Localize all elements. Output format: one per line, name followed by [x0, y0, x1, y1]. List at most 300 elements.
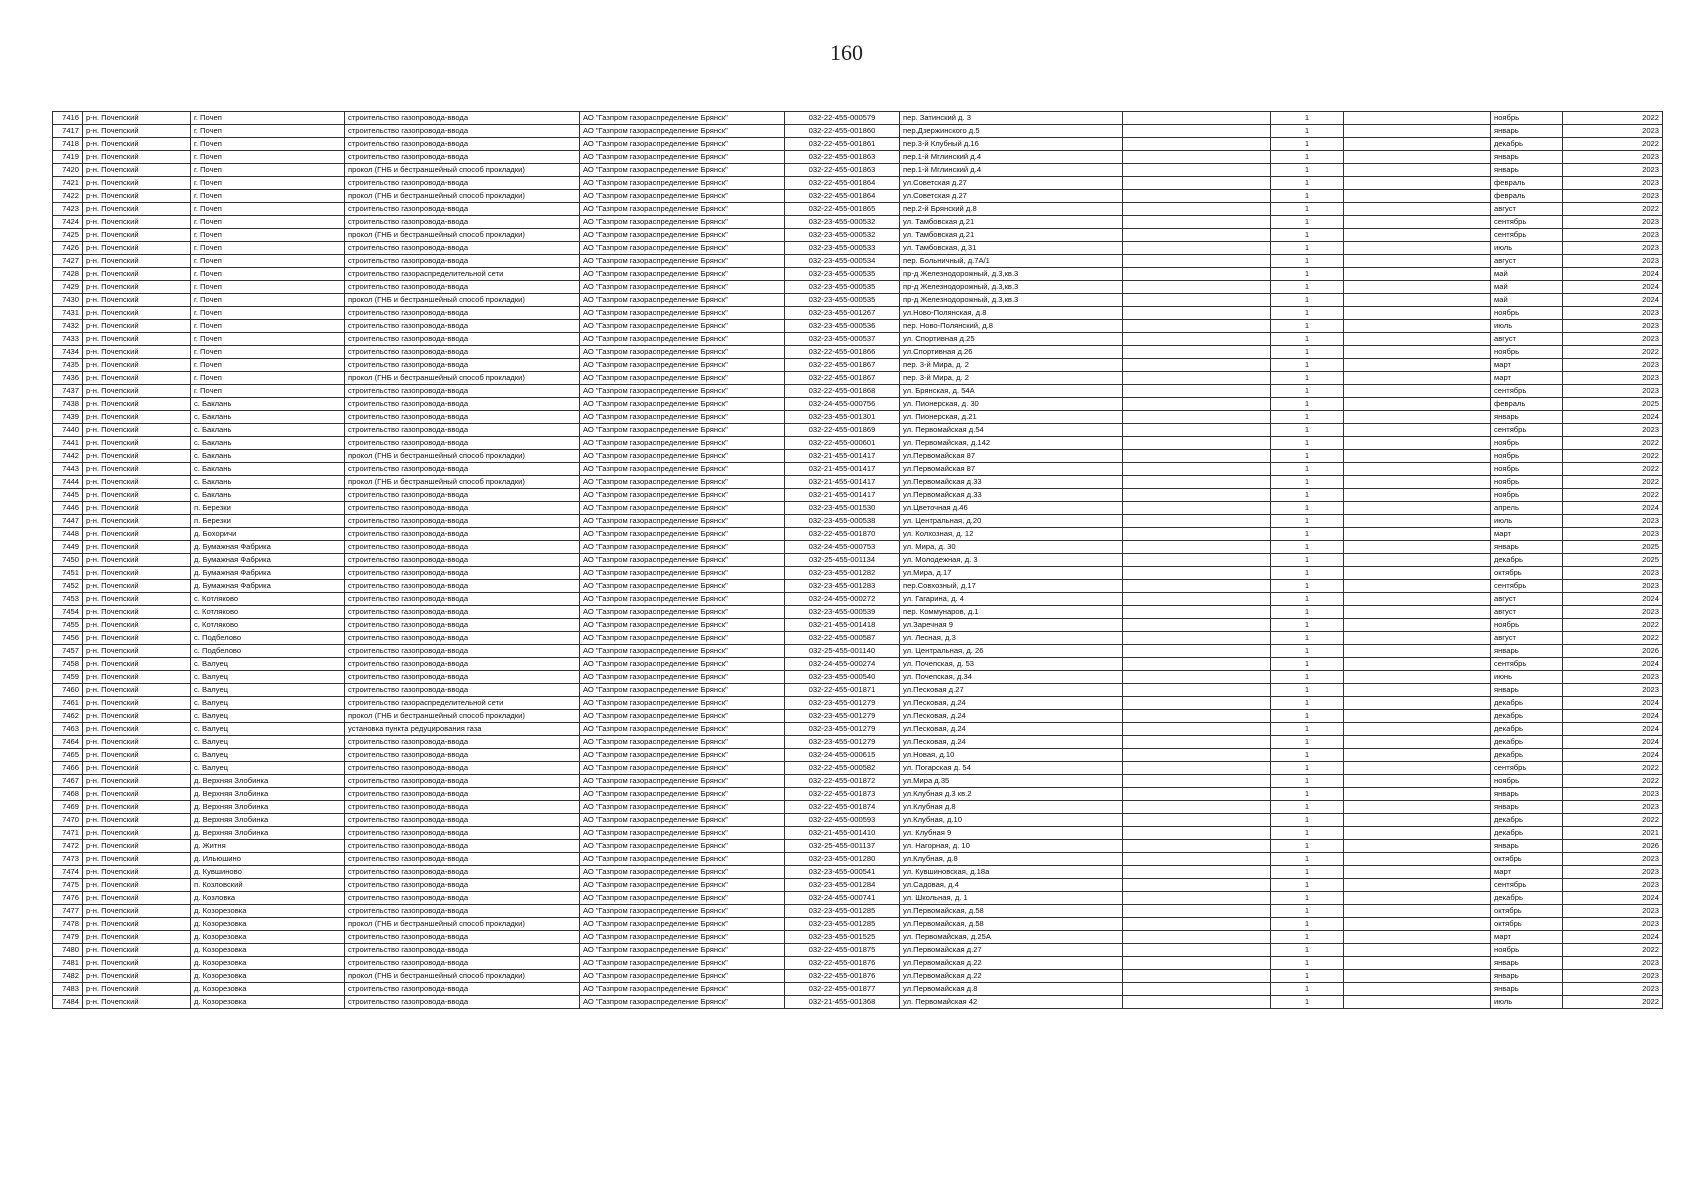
empty-cell	[1123, 892, 1271, 905]
contract-code-cell: 032-22-455-000593	[785, 814, 900, 827]
settlement-cell: д. Верхняя Злобинка	[191, 814, 345, 827]
empty-cell	[1344, 229, 1491, 242]
settlement-cell: д. Ильюшино	[191, 853, 345, 866]
month-cell: январь	[1491, 411, 1563, 424]
year-cell: 2023	[1563, 580, 1663, 593]
table-row	[53, 502, 1663, 515]
row-number-cell: 7480	[53, 944, 83, 957]
work-type-cell: строительство газопровода-ввода	[345, 424, 580, 437]
row-number-cell: 7422	[53, 190, 83, 203]
table-row	[53, 879, 1663, 892]
table-row	[53, 541, 1663, 554]
quantity-cell: 1	[1271, 320, 1344, 333]
empty-cell	[1344, 463, 1491, 476]
contract-code-cell: 032-23-455-000539	[785, 606, 900, 619]
table-row	[53, 164, 1663, 177]
contract-code-cell: 032-22-455-001868	[785, 385, 900, 398]
table-row	[53, 255, 1663, 268]
work-type-cell: строительство газопровода-ввода	[345, 736, 580, 749]
district-cell: р-н. Почепский	[83, 853, 191, 866]
table-row	[53, 424, 1663, 437]
table-row	[53, 931, 1663, 944]
year-cell: 2023	[1563, 424, 1663, 437]
work-type-cell: строительство газопровода-ввода	[345, 671, 580, 684]
contract-code-cell: 032-23-455-001284	[785, 879, 900, 892]
address-cell: пер. Больничный, д.7А/1	[900, 255, 1123, 268]
row-number-cell: 7467	[53, 775, 83, 788]
work-type-cell: строительство газопровода-ввода	[345, 892, 580, 905]
year-cell: 2024	[1563, 294, 1663, 307]
address-cell: пр-д Железнодорожный, д.3,кв.3	[900, 281, 1123, 294]
address-cell: пер.1-й Мглинский д.4	[900, 151, 1123, 164]
empty-cell	[1123, 294, 1271, 307]
district-cell: р-н. Почепский	[83, 957, 191, 970]
year-cell: 2023	[1563, 177, 1663, 190]
contract-code-cell: 032-23-455-000535	[785, 281, 900, 294]
table-row	[53, 489, 1663, 502]
address-cell: пер.Совхозный, д.17	[900, 580, 1123, 593]
district-cell: р-н. Почепский	[83, 749, 191, 762]
contract-code-cell: 032-23-455-000541	[785, 866, 900, 879]
row-number-cell: 7473	[53, 853, 83, 866]
address-cell: ул. Пионерская, д.21	[900, 411, 1123, 424]
table-row	[53, 450, 1663, 463]
district-cell: р-н. Почепский	[83, 892, 191, 905]
settlement-cell: г. Почеп	[191, 294, 345, 307]
empty-cell	[1344, 983, 1491, 996]
empty-cell	[1123, 983, 1271, 996]
year-cell: 2024	[1563, 749, 1663, 762]
district-cell: р-н. Почепский	[83, 281, 191, 294]
empty-cell	[1344, 411, 1491, 424]
address-cell: ул.Первомайская, д.58	[900, 918, 1123, 931]
year-cell: 2023	[1563, 853, 1663, 866]
month-cell: январь	[1491, 164, 1563, 177]
district-cell: р-н. Почепский	[83, 697, 191, 710]
table-row	[53, 892, 1663, 905]
district-cell: р-н. Почепский	[83, 268, 191, 281]
month-cell: февраль	[1491, 190, 1563, 203]
organization-cell: АО "Газпром газораспределение Брянск"	[580, 541, 785, 554]
address-cell: ул.Клубная д.3 кв.2	[900, 788, 1123, 801]
district-cell: р-н. Почепский	[83, 827, 191, 840]
settlement-cell: д. Верхняя Злобинка	[191, 827, 345, 840]
settlement-cell: г. Почеп	[191, 216, 345, 229]
year-cell: 2022	[1563, 346, 1663, 359]
year-cell: 2026	[1563, 645, 1663, 658]
address-cell: ул. Первомайская, д.142	[900, 437, 1123, 450]
table-row	[53, 723, 1663, 736]
settlement-cell: г. Почеп	[191, 359, 345, 372]
table-row	[53, 554, 1663, 567]
work-type-cell: строительство газопровода-ввода	[345, 125, 580, 138]
quantity-cell: 1	[1271, 372, 1344, 385]
row-number-cell: 7425	[53, 229, 83, 242]
empty-cell	[1123, 203, 1271, 216]
empty-cell	[1344, 736, 1491, 749]
work-type-cell: строительство газопровода-ввода	[345, 684, 580, 697]
row-number-cell: 7449	[53, 541, 83, 554]
settlement-cell: с. Баклань	[191, 424, 345, 437]
work-type-cell: строительство газопровода-ввода	[345, 606, 580, 619]
month-cell: январь	[1491, 970, 1563, 983]
organization-cell: АО "Газпром газораспределение Брянск"	[580, 788, 785, 801]
work-type-cell: строительство газопровода-ввода	[345, 515, 580, 528]
organization-cell: АО "Газпром газораспределение Брянск"	[580, 593, 785, 606]
work-type-cell: прокол (ГНБ и бестраншейный способ прокладки)	[345, 164, 580, 177]
contract-code-cell: 032-23-455-001282	[785, 567, 900, 580]
work-type-cell: строительство газопровода-ввода	[345, 489, 580, 502]
organization-cell: АО "Газпром газораспределение Брянск"	[580, 528, 785, 541]
work-type-cell: строительство газораспределительной сети	[345, 268, 580, 281]
contract-code-cell: 032-22-455-001867	[785, 372, 900, 385]
empty-cell	[1344, 554, 1491, 567]
table-row	[53, 580, 1663, 593]
address-cell: ул. Нагорная, д. 10	[900, 840, 1123, 853]
work-type-cell: строительство газопровода-ввода	[345, 866, 580, 879]
empty-cell	[1123, 775, 1271, 788]
empty-cell	[1123, 385, 1271, 398]
address-cell: ул.Новая, д.10	[900, 749, 1123, 762]
settlement-cell: с. Баклань	[191, 489, 345, 502]
empty-cell	[1344, 645, 1491, 658]
month-cell: август	[1491, 593, 1563, 606]
quantity-cell: 1	[1271, 788, 1344, 801]
year-cell: 2023	[1563, 905, 1663, 918]
year-cell: 2022	[1563, 762, 1663, 775]
district-cell: р-н. Почепский	[83, 606, 191, 619]
row-number-cell: 7469	[53, 801, 83, 814]
row-number-cell: 7440	[53, 424, 83, 437]
address-cell: ул. Первомайская 42	[900, 996, 1123, 1009]
empty-cell	[1344, 138, 1491, 151]
row-number-cell: 7427	[53, 255, 83, 268]
work-type-cell: строительство газопровода-ввода	[345, 216, 580, 229]
district-cell: р-н. Почепский	[83, 359, 191, 372]
table-row	[53, 333, 1663, 346]
work-type-cell: строительство газопровода-ввода	[345, 463, 580, 476]
address-cell: ул.Клубная, д.8	[900, 853, 1123, 866]
organization-cell: АО "Газпром газораспределение Брянск"	[580, 775, 785, 788]
page-number: 160	[830, 40, 863, 65]
row-number-cell: 7426	[53, 242, 83, 255]
empty-cell	[1344, 710, 1491, 723]
quantity-cell: 1	[1271, 944, 1344, 957]
work-type-cell: строительство газопровода-ввода	[345, 398, 580, 411]
table-row	[53, 125, 1663, 138]
table-row	[53, 567, 1663, 580]
contract-code-cell: 032-22-455-001860	[785, 125, 900, 138]
table-row	[53, 294, 1663, 307]
empty-cell	[1123, 840, 1271, 853]
quantity-cell: 1	[1271, 476, 1344, 489]
work-type-cell: строительство газопровода-ввода	[345, 554, 580, 567]
contract-code-cell: 032-23-455-000537	[785, 333, 900, 346]
district-cell: р-н. Почепский	[83, 125, 191, 138]
quantity-cell: 1	[1271, 268, 1344, 281]
district-cell: р-н. Почепский	[83, 788, 191, 801]
year-cell: 2023	[1563, 983, 1663, 996]
settlement-cell: г. Почеп	[191, 385, 345, 398]
month-cell: октябрь	[1491, 567, 1563, 580]
quantity-cell: 1	[1271, 463, 1344, 476]
month-cell: июль	[1491, 320, 1563, 333]
quantity-cell: 1	[1271, 762, 1344, 775]
empty-cell	[1123, 944, 1271, 957]
quantity-cell: 1	[1271, 515, 1344, 528]
month-cell: октябрь	[1491, 853, 1563, 866]
month-cell: декабрь	[1491, 554, 1563, 567]
empty-cell	[1123, 281, 1271, 294]
table-row	[53, 112, 1663, 125]
empty-cell	[1123, 619, 1271, 632]
organization-cell: АО "Газпром газораспределение Брянск"	[580, 762, 785, 775]
settlement-cell: д. Козорезовка	[191, 944, 345, 957]
row-number-cell: 7474	[53, 866, 83, 879]
organization-cell: АО "Газпром газораспределение Брянск"	[580, 567, 785, 580]
row-number-cell: 7453	[53, 593, 83, 606]
empty-cell	[1123, 996, 1271, 1009]
settlement-cell: д. Верхняя Злобинка	[191, 788, 345, 801]
table-row	[53, 385, 1663, 398]
contract-code-cell: 032-23-455-000533	[785, 242, 900, 255]
table-row	[53, 957, 1663, 970]
month-cell: апрель	[1491, 502, 1563, 515]
contract-code-cell: 032-22-455-001866	[785, 346, 900, 359]
table-row	[53, 697, 1663, 710]
year-cell: 2023	[1563, 671, 1663, 684]
district-cell: р-н. Почепский	[83, 866, 191, 879]
year-cell: 2023	[1563, 255, 1663, 268]
row-number-cell: 7479	[53, 931, 83, 944]
district-cell: р-н. Почепский	[83, 840, 191, 853]
work-type-cell: строительство газопровода-ввода	[345, 112, 580, 125]
empty-cell	[1123, 658, 1271, 671]
address-cell: ул.Первомайская д.22	[900, 957, 1123, 970]
year-cell: 2022	[1563, 112, 1663, 125]
quantity-cell: 1	[1271, 736, 1344, 749]
district-cell: р-н. Почепский	[83, 476, 191, 489]
work-type-cell: прокол (ГНБ и бестраншейный способ прокладки)	[345, 710, 580, 723]
settlement-cell: г. Почеп	[191, 203, 345, 216]
month-cell: сентябрь	[1491, 580, 1563, 593]
organization-cell: АО "Газпром газораспределение Брянск"	[580, 502, 785, 515]
organization-cell: АО "Газпром газораспределение Брянск"	[580, 476, 785, 489]
contract-code-cell: 032-24-455-000274	[785, 658, 900, 671]
address-cell: ул.Спортивная д.26	[900, 346, 1123, 359]
address-cell: пер.1-й Мглинский д.4	[900, 164, 1123, 177]
empty-cell	[1123, 736, 1271, 749]
year-cell: 2022	[1563, 632, 1663, 645]
address-cell: ул.Первомайская 87	[900, 463, 1123, 476]
settlement-cell: п. Козловский	[191, 879, 345, 892]
row-number-cell: 7476	[53, 892, 83, 905]
district-cell: р-н. Почепский	[83, 177, 191, 190]
year-cell: 2023	[1563, 372, 1663, 385]
year-cell: 2023	[1563, 567, 1663, 580]
district-cell: р-н. Почепский	[83, 580, 191, 593]
quantity-cell: 1	[1271, 671, 1344, 684]
contract-code-cell: 032-21-455-001418	[785, 619, 900, 632]
year-cell: 2023	[1563, 307, 1663, 320]
settlement-cell: д. Козорезовка	[191, 905, 345, 918]
quantity-cell: 1	[1271, 333, 1344, 346]
empty-cell	[1344, 541, 1491, 554]
address-cell: ул.Цветочная д.46	[900, 502, 1123, 515]
empty-cell	[1123, 515, 1271, 528]
empty-cell	[1123, 151, 1271, 164]
row-number-cell: 7455	[53, 619, 83, 632]
address-cell: ул. Гагарина, д. 4	[900, 593, 1123, 606]
quantity-cell: 1	[1271, 684, 1344, 697]
empty-cell	[1344, 606, 1491, 619]
row-number-cell: 7432	[53, 320, 83, 333]
contract-code-cell: 032-21-455-001368	[785, 996, 900, 1009]
month-cell: сентябрь	[1491, 879, 1563, 892]
empty-cell	[1123, 905, 1271, 918]
district-cell: р-н. Почепский	[83, 814, 191, 827]
empty-cell	[1123, 190, 1271, 203]
contract-code-cell: 032-23-455-001279	[785, 723, 900, 736]
month-cell: май	[1491, 281, 1563, 294]
organization-cell: АО "Газпром газораспределение Брянск"	[580, 684, 785, 697]
table-row	[53, 827, 1663, 840]
quantity-cell: 1	[1271, 203, 1344, 216]
organization-cell: АО "Газпром газораспределение Брянск"	[580, 801, 785, 814]
row-number-cell: 7428	[53, 268, 83, 281]
year-cell: 2025	[1563, 541, 1663, 554]
table-row	[53, 814, 1663, 827]
district-cell: р-н. Почепский	[83, 801, 191, 814]
table-row	[53, 710, 1663, 723]
district-cell: р-н. Почепский	[83, 658, 191, 671]
year-cell: 2025	[1563, 554, 1663, 567]
address-cell: ул.Песковая, д.24	[900, 736, 1123, 749]
district-cell: р-н. Почепский	[83, 619, 191, 632]
quantity-cell: 1	[1271, 749, 1344, 762]
empty-cell	[1123, 580, 1271, 593]
table-row	[53, 411, 1663, 424]
settlement-cell: с. Валуец	[191, 658, 345, 671]
settlement-cell: г. Почеп	[191, 125, 345, 138]
table-row	[53, 866, 1663, 879]
year-cell: 2026	[1563, 840, 1663, 853]
organization-cell: АО "Газпром газораспределение Брянск"	[580, 463, 785, 476]
district-cell: р-н. Почепский	[83, 762, 191, 775]
row-number-cell: 7468	[53, 788, 83, 801]
address-cell: ул.Мира, д.17	[900, 567, 1123, 580]
year-cell: 2024	[1563, 892, 1663, 905]
month-cell: ноябрь	[1491, 944, 1563, 957]
quantity-cell: 1	[1271, 177, 1344, 190]
quantity-cell: 1	[1271, 879, 1344, 892]
district-cell: р-н. Почепский	[83, 775, 191, 788]
year-cell: 2023	[1563, 866, 1663, 879]
table-row	[53, 645, 1663, 658]
empty-cell	[1123, 749, 1271, 762]
table-row	[53, 229, 1663, 242]
empty-cell	[1344, 502, 1491, 515]
contract-code-cell: 032-21-455-001417	[785, 463, 900, 476]
organization-cell: АО "Газпром газораспределение Брянск"	[580, 606, 785, 619]
district-cell: р-н. Почепский	[83, 229, 191, 242]
settlement-cell: п. Березки	[191, 502, 345, 515]
settlement-cell: д. Бумажная Фабрика	[191, 554, 345, 567]
row-number-cell: 7445	[53, 489, 83, 502]
year-cell: 2024	[1563, 268, 1663, 281]
quantity-cell: 1	[1271, 983, 1344, 996]
settlement-cell: г. Почеп	[191, 138, 345, 151]
quantity-cell: 1	[1271, 294, 1344, 307]
table-row	[53, 658, 1663, 671]
contract-code-cell: 032-22-455-001864	[785, 177, 900, 190]
contract-code-cell: 032-22-455-001863	[785, 164, 900, 177]
empty-cell	[1123, 827, 1271, 840]
month-cell: март	[1491, 528, 1563, 541]
address-cell: ул. Спортивная д.25	[900, 333, 1123, 346]
row-number-cell: 7434	[53, 346, 83, 359]
empty-cell	[1344, 320, 1491, 333]
organization-cell: АО "Газпром газораспределение Брянск"	[580, 437, 785, 450]
settlement-cell: с. Валуец	[191, 762, 345, 775]
quantity-cell: 1	[1271, 528, 1344, 541]
empty-cell	[1344, 918, 1491, 931]
table-row	[53, 853, 1663, 866]
row-number-cell: 7463	[53, 723, 83, 736]
month-cell: декабрь	[1491, 749, 1563, 762]
empty-cell	[1123, 333, 1271, 346]
quantity-cell: 1	[1271, 996, 1344, 1009]
contract-code-cell: 032-22-455-001871	[785, 684, 900, 697]
row-number-cell: 7471	[53, 827, 83, 840]
settlement-cell: п. Березки	[191, 515, 345, 528]
settlement-cell: г. Почеп	[191, 320, 345, 333]
settlement-cell: д. Верхняя Злобинка	[191, 801, 345, 814]
table-row	[53, 736, 1663, 749]
organization-cell: АО "Газпром газораспределение Брянск"	[580, 879, 785, 892]
year-cell: 2022	[1563, 138, 1663, 151]
work-type-cell: строительство газопровода-ввода	[345, 827, 580, 840]
work-type-cell: строительство газопровода-ввода	[345, 879, 580, 892]
year-cell: 2023	[1563, 320, 1663, 333]
district-cell: р-н. Почепский	[83, 541, 191, 554]
empty-cell	[1344, 762, 1491, 775]
district-cell: р-н. Почепский	[83, 112, 191, 125]
month-cell: январь	[1491, 983, 1563, 996]
year-cell: 2023	[1563, 229, 1663, 242]
quantity-cell: 1	[1271, 918, 1344, 931]
district-cell: р-н. Почепский	[83, 307, 191, 320]
district-cell: р-н. Почепский	[83, 632, 191, 645]
district-cell: р-н. Почепский	[83, 411, 191, 424]
quantity-cell: 1	[1271, 905, 1344, 918]
quantity-cell: 1	[1271, 281, 1344, 294]
empty-cell	[1344, 255, 1491, 268]
empty-cell	[1123, 697, 1271, 710]
contract-code-cell: 032-22-455-001869	[785, 424, 900, 437]
month-cell: декабрь	[1491, 827, 1563, 840]
month-cell: январь	[1491, 645, 1563, 658]
empty-cell	[1344, 879, 1491, 892]
empty-cell	[1344, 476, 1491, 489]
settlement-cell: с. Баклань	[191, 411, 345, 424]
table-row	[53, 749, 1663, 762]
settlement-cell: г. Почеп	[191, 255, 345, 268]
empty-cell	[1344, 801, 1491, 814]
row-number-cell: 7448	[53, 528, 83, 541]
address-cell: пер. 3-й Мира, д. 2	[900, 372, 1123, 385]
settlement-cell: д. Козорезовка	[191, 970, 345, 983]
